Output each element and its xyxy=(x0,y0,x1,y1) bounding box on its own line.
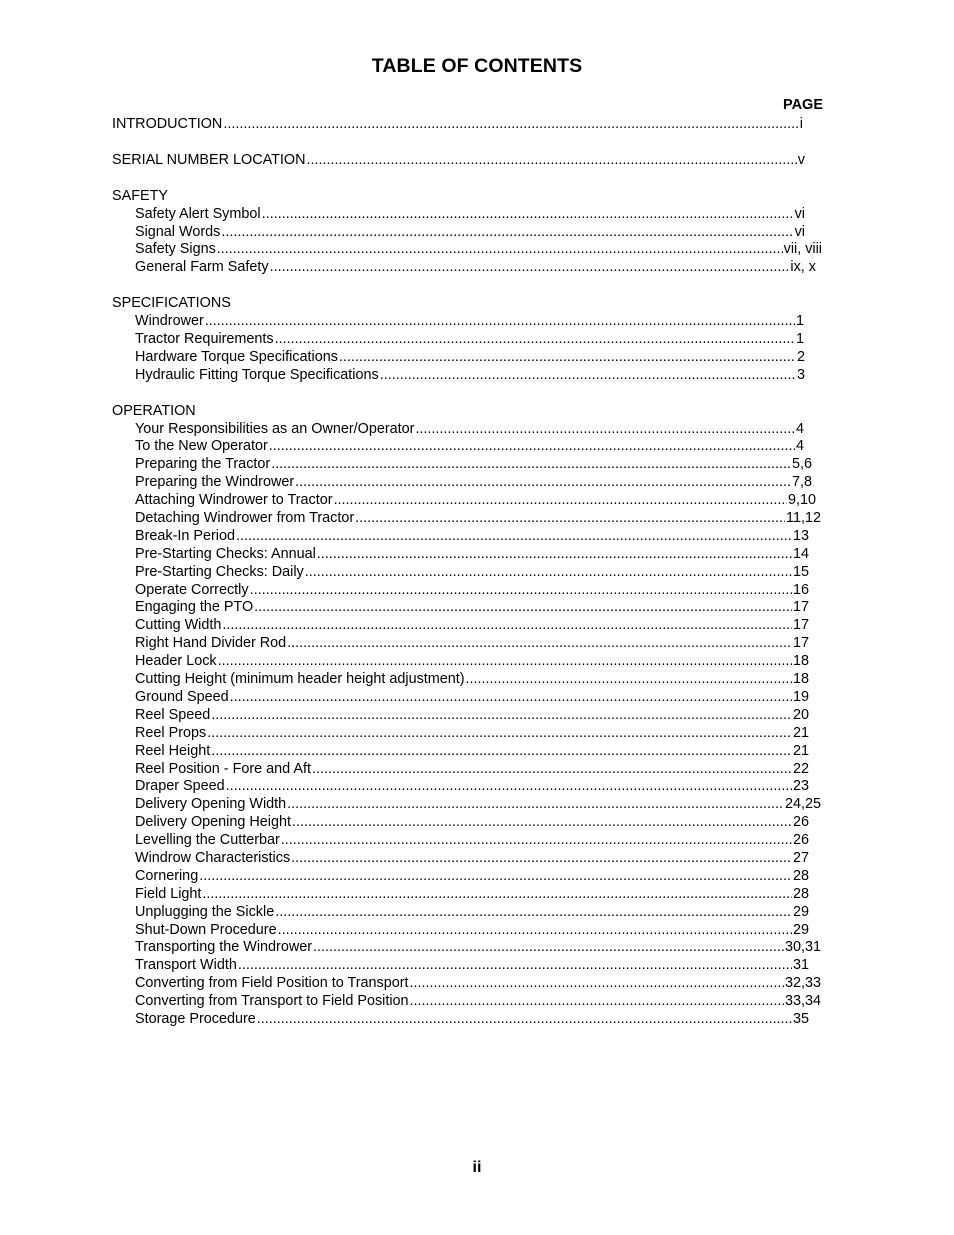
toc-entry-page: 16 xyxy=(792,581,809,598)
toc-entry[interactable] xyxy=(0,957,954,975)
toc-entry-label: Reel Height xyxy=(135,742,211,759)
toc-entry-serial-number-location[interactable] xyxy=(0,152,954,170)
dot-leader xyxy=(334,492,787,510)
toc-entry-label: General Farm Safety xyxy=(135,259,269,276)
dot-leader xyxy=(410,993,784,1011)
toc-section-label: SPECIFICATIONS xyxy=(112,295,231,312)
toc-entry-page: 21 xyxy=(792,724,809,741)
toc-entry-label: Ground Speed xyxy=(135,688,229,705)
toc-entry[interactable] xyxy=(0,850,954,868)
toc-entry-page: i xyxy=(799,116,803,132)
dot-leader xyxy=(380,367,796,385)
toc-entry-label: Windrower xyxy=(135,313,204,330)
dot-leader xyxy=(238,957,792,975)
toc-entry-label: Cutting Width xyxy=(135,617,222,634)
toc-entry[interactable] xyxy=(0,349,954,367)
toc-entry-introduction[interactable] xyxy=(0,116,954,134)
toc-entry[interactable] xyxy=(0,564,954,582)
dot-leader xyxy=(287,635,792,653)
toc-entry[interactable] xyxy=(0,492,954,510)
dot-leader xyxy=(317,546,792,564)
toc-entry-page: 15 xyxy=(792,563,809,580)
dot-leader xyxy=(313,939,784,957)
toc-entry-page: 35 xyxy=(792,1010,809,1027)
toc-entry-label: Preparing the Windrower xyxy=(135,474,295,491)
toc-entry-page: 4 xyxy=(795,420,804,437)
dot-leader xyxy=(262,206,794,224)
dot-leader xyxy=(355,510,785,528)
toc-entry[interactable] xyxy=(0,671,954,689)
dot-leader xyxy=(223,116,798,134)
toc-entry[interactable] xyxy=(0,367,954,385)
toc-entry-label: Tractor Requirements xyxy=(135,331,274,348)
toc-entry-label: Reel Position - Fore and Aft xyxy=(135,760,311,777)
dot-leader xyxy=(254,599,792,617)
toc-entry-label: Detaching Windrower from Tractor xyxy=(135,510,355,527)
toc-entry-page: 4 xyxy=(795,438,804,455)
toc-entry-label: Header Lock xyxy=(135,653,217,670)
dot-leader xyxy=(211,743,792,761)
toc-entry-label: Attaching Windrower to Tractor xyxy=(135,492,333,509)
toc-entry[interactable] xyxy=(0,939,954,957)
toc-entry[interactable] xyxy=(0,241,954,259)
toc-entry[interactable] xyxy=(0,832,954,850)
toc-entry[interactable] xyxy=(0,456,954,474)
toc-section-heading-safety[interactable] xyxy=(0,188,954,206)
toc-entry-page: vii, viii xyxy=(783,241,822,258)
toc-entry-page: 17 xyxy=(792,635,809,652)
toc-entry-page: 5,6 xyxy=(791,456,812,473)
toc-entry-page: 2 xyxy=(796,348,805,365)
toc-entry-page: 13 xyxy=(792,527,809,544)
dot-leader xyxy=(207,725,792,743)
dot-leader xyxy=(292,814,792,832)
dot-leader xyxy=(466,671,792,689)
dot-leader xyxy=(410,975,784,993)
dot-leader xyxy=(230,689,792,707)
toc-entry-page: ix, x xyxy=(790,259,816,276)
toc-entry[interactable] xyxy=(0,331,954,349)
toc-entry-label: Preparing the Tractor xyxy=(135,456,271,473)
toc-entry-page: 1 xyxy=(795,331,804,348)
footer-page-number: ii xyxy=(472,1159,482,1176)
toc-entry[interactable] xyxy=(0,796,954,814)
toc-entry[interactable] xyxy=(0,421,954,439)
toc-entry-page: 7,8 xyxy=(791,474,812,491)
dot-leader xyxy=(257,1011,792,1029)
toc-entry-page: 17 xyxy=(792,599,809,616)
page-column-header: PAGE xyxy=(782,97,823,113)
toc-entry[interactable] xyxy=(0,617,954,635)
toc-entry-label: To the New Operator xyxy=(135,438,268,455)
toc-entry[interactable] xyxy=(0,653,954,671)
toc-entry[interactable] xyxy=(0,206,954,224)
toc-entry-page: 24,25 xyxy=(784,796,821,813)
toc-section-heading-operation[interactable] xyxy=(0,403,954,421)
toc-entry[interactable] xyxy=(0,778,954,796)
toc-entry[interactable] xyxy=(0,635,954,653)
toc-entry-page: 19 xyxy=(792,688,809,705)
dot-leader xyxy=(291,850,792,868)
toc-entry-label: Pre-Starting Checks: Daily xyxy=(135,563,304,580)
toc-entry-page: 21 xyxy=(792,742,809,759)
dot-leader xyxy=(226,778,792,796)
toc-entry-page: 29 xyxy=(792,903,809,920)
toc-section-heading-specifications[interactable] xyxy=(0,295,954,313)
dot-leader xyxy=(250,582,792,600)
toc-entry-page: 3 xyxy=(796,366,805,383)
toc-entry-label: Hardware Torque Specifications xyxy=(135,348,338,365)
table-of-contents xyxy=(0,116,954,1029)
toc-entry-label: Converting from Field Position to Transport xyxy=(135,975,409,992)
toc-entry-page: 17 xyxy=(792,617,809,634)
dot-leader xyxy=(222,617,792,635)
dot-leader xyxy=(305,564,792,582)
toc-entry-page: 20 xyxy=(792,706,809,723)
toc-entry-page: 28 xyxy=(792,885,809,902)
safety-items xyxy=(0,206,954,278)
toc-entry[interactable] xyxy=(0,546,954,564)
toc-entry-label: Safety Alert Symbol xyxy=(135,205,261,222)
toc-entry-label: Delivery Opening Height xyxy=(135,814,291,831)
toc-entry-page: 1 xyxy=(795,313,804,330)
toc-entry-label: Hydraulic Fitting Torque Specifications xyxy=(135,366,379,383)
dot-leader xyxy=(270,259,790,277)
toc-entry-label: Shut-Down Procedure xyxy=(135,921,277,938)
dot-leader xyxy=(278,922,792,940)
toc-entry-label: Pre-Starting Checks: Annual xyxy=(135,545,316,562)
toc-entry-page: 30,31 xyxy=(784,939,821,956)
toc-entry-label: Cutting Height (minimum header height adjustment) xyxy=(135,671,465,688)
toc-entry[interactable] xyxy=(0,868,954,886)
toc-entry-label: Converting from Transport to Field Position xyxy=(135,993,409,1010)
toc-entry[interactable] xyxy=(0,510,954,528)
toc-entry-label: Operate Correctly xyxy=(135,581,249,598)
toc-entry-label: Your Responsibilities as an Owner/Operator xyxy=(135,420,415,437)
dot-leader xyxy=(275,904,792,922)
dot-leader xyxy=(339,349,796,367)
dot-leader xyxy=(218,653,792,671)
toc-entry[interactable] xyxy=(0,599,954,617)
toc-entry[interactable] xyxy=(0,438,954,456)
toc-entry[interactable] xyxy=(0,743,954,761)
toc-entry-page: 23 xyxy=(792,778,809,795)
toc-entry-page: vi xyxy=(794,205,805,222)
toc-entry[interactable] xyxy=(0,313,954,331)
toc-entry[interactable] xyxy=(0,689,954,707)
toc-section-label: OPERATION xyxy=(112,402,196,419)
toc-entry-label: Break-In Period xyxy=(135,527,235,544)
toc-entry-label: Draper Speed xyxy=(135,778,225,795)
toc-entry[interactable] xyxy=(0,886,954,904)
toc-entry-label: Field Light xyxy=(135,885,202,902)
toc-entry-label: Transporting the Windrower xyxy=(135,939,313,956)
toc-entry[interactable] xyxy=(0,814,954,832)
toc-entry-page: 26 xyxy=(792,814,809,831)
dot-leader xyxy=(415,421,795,439)
toc-entry-label: Reel Props xyxy=(135,724,207,741)
toc-entry-page: 22 xyxy=(792,760,809,777)
toc-entry[interactable] xyxy=(0,582,954,600)
toc-entry[interactable] xyxy=(0,259,954,277)
dot-leader xyxy=(269,438,795,456)
toc-entry-page: 11,12 xyxy=(786,510,821,527)
page-title: TABLE OF CONTENTS xyxy=(371,55,583,77)
toc-entry-label: Reel Speed xyxy=(135,706,211,723)
toc-entry-page: 18 xyxy=(792,653,809,670)
toc-entry-label: Levelling the Cutterbar xyxy=(135,832,280,849)
dot-leader xyxy=(271,456,791,474)
toc-entry-label: Windrow Characteristics xyxy=(135,849,291,866)
dot-leader xyxy=(287,796,784,814)
toc-entry-page: 32,33 xyxy=(784,975,821,992)
toc-entry[interactable] xyxy=(0,474,954,492)
toc-entry[interactable] xyxy=(0,975,954,993)
specifications-items xyxy=(0,313,954,385)
toc-entry[interactable] xyxy=(0,528,954,546)
toc-entry-page: 33,34 xyxy=(784,993,821,1010)
toc-entry-label: INTRODUCTION xyxy=(112,116,223,132)
toc-entry[interactable] xyxy=(0,922,954,940)
toc-entry-page: 27 xyxy=(792,849,809,866)
toc-entry[interactable] xyxy=(0,993,954,1011)
dot-leader xyxy=(199,868,792,886)
dot-leader xyxy=(202,886,792,904)
operation-items xyxy=(0,421,954,1029)
toc-entry[interactable] xyxy=(0,761,954,779)
toc-entry-label: Storage Procedure xyxy=(135,1010,256,1027)
toc-entry-label: SERIAL NUMBER LOCATION xyxy=(112,151,306,168)
toc-entry-label: Delivery Opening Width xyxy=(135,796,287,813)
toc-section-label: SAFETY xyxy=(112,187,168,204)
toc-entry-label: Unplugging the Sickle xyxy=(135,903,275,920)
dot-leader xyxy=(211,707,792,725)
toc-entry[interactable] xyxy=(0,904,954,922)
dot-leader xyxy=(281,832,792,850)
dot-leader xyxy=(307,152,797,170)
toc-entry-page: 26 xyxy=(792,832,809,849)
dot-leader xyxy=(221,224,793,242)
toc-entry-label: Safety Signs xyxy=(135,241,216,258)
toc-entry[interactable] xyxy=(0,1011,954,1029)
toc-entry-page: 31 xyxy=(792,957,809,974)
toc-entry[interactable] xyxy=(0,224,954,242)
toc-entry-label: Signal Words xyxy=(135,223,221,240)
toc-entry[interactable] xyxy=(0,725,954,743)
toc-entry-page: 14 xyxy=(792,545,809,562)
dot-leader xyxy=(205,313,795,331)
toc-entry-page: vi xyxy=(794,223,805,240)
toc-entry[interactable] xyxy=(0,707,954,725)
toc-entry-page: 18 xyxy=(792,671,809,688)
toc-entry-label: Right Hand Divider Rod xyxy=(135,635,287,652)
toc-entry-label: Engaging the PTO xyxy=(135,599,254,616)
dot-leader xyxy=(236,528,792,546)
toc-entry-page: v xyxy=(797,151,805,168)
dot-leader xyxy=(275,331,795,349)
toc-entry-label: Transport Width xyxy=(135,957,237,974)
toc-entry-page: 29 xyxy=(792,921,809,938)
toc-entry-page: 28 xyxy=(792,867,809,884)
dot-leader xyxy=(312,761,792,779)
toc-entry-label: Cornering xyxy=(135,867,199,884)
dot-leader xyxy=(295,474,791,492)
toc-entry-page: 9,10 xyxy=(787,492,816,509)
dot-leader xyxy=(217,241,783,259)
